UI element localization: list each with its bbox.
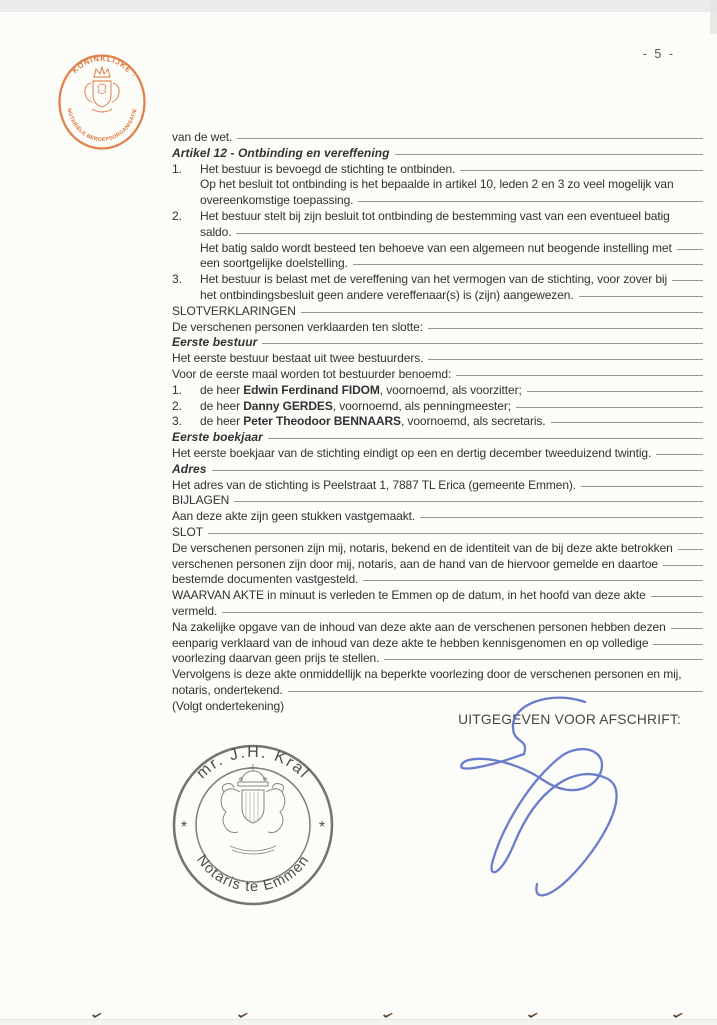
ruled-filler: [581, 478, 703, 487]
document-line: saldo.: [172, 225, 703, 241]
ruled-filler: [678, 541, 703, 550]
document-line: Het eerste boekjaar van de stichting eindigt op een en dertig december tweeduizend twintig.: [172, 446, 703, 462]
line-number: 2.: [172, 208, 182, 223]
ruled-filler: [420, 509, 703, 518]
document-line: voorlezing daarvan geen prijs te stellen.: [172, 651, 703, 667]
ruled-filler: [384, 651, 703, 660]
stamp-text-top: mr. J.H. Kral: [193, 743, 314, 783]
ruled-filler: [456, 367, 703, 376]
document-line: De verschenen personen zijn mij, notaris, bekend en de identiteit van de bij deze akte betrokken: [172, 541, 703, 557]
document-line: van de wet.: [172, 130, 703, 146]
document-line: WAARVAN AKTE in minuut is verleden te Emmen op de datum, in het hoofd van deze akte: [172, 588, 703, 604]
scan-shadow: [710, 0, 717, 34]
document-line: 2. de heer Danny GERDES, voornoemd, als penningmeester;: [172, 399, 703, 415]
document-line: Voor de eerste maal worden tot bestuurder benoemd:: [172, 367, 703, 383]
document-line: De verschenen personen verklaarden ten slotte:: [172, 320, 703, 336]
document-line: Na zakelijke opgave van de inhoud van deze akte aan de verschenen personen hebben dezen: [172, 620, 703, 636]
ruled-filler: [579, 288, 703, 297]
issuance-caption: UITGEGEVEN VOOR AFSCHRIFT:: [458, 712, 681, 727]
document-line: 2. Het bestuur stelt bij zijn besluit tot ontbinding de bestemming vast van een eventueel batig: [172, 208, 670, 223]
ruled-filler: [516, 399, 703, 408]
document-line: 1. de heer Edwin Ferdinand FIDOM, voornoemd, als voorzitter;: [172, 383, 703, 399]
document-line: Het eerste bestuur bestaat uit twee bestuurders.: [172, 351, 703, 367]
ruled-filler: [208, 525, 703, 534]
ruled-filler: [671, 620, 703, 629]
document-line: 3. Het bestuur is belast met de vereffening van het vermogen van de stichting, voor zover bij: [172, 272, 703, 288]
stamp-crest: [221, 764, 285, 854]
scan-mark: [673, 1013, 683, 1018]
ruled-filler: [363, 572, 703, 581]
scan-mark: [238, 1013, 248, 1018]
document-line: Eerste bestuur: [172, 335, 703, 351]
line-number: 1.: [172, 382, 182, 397]
document-line: BIJLAGEN: [172, 493, 703, 509]
ruled-filler: [262, 335, 703, 344]
document-line: Het batig saldo wordt besteed ten behoeve van een algemeen nut beogende instelling met: [172, 241, 703, 257]
ruled-filler: [663, 557, 703, 566]
ruled-filler: [460, 162, 703, 171]
scanner-edge-band: [0, 0, 717, 12]
ruled-filler: [236, 225, 703, 234]
ruled-filler: [428, 320, 703, 329]
document-line: (Volgt ondertekening): [172, 698, 284, 713]
page-number: - 5 -: [642, 47, 675, 61]
ruled-filler: [672, 272, 703, 281]
ruled-filler: [212, 462, 703, 471]
document-line: Op het besluit tot ontbinding is het bepaalde in artikel 10, leden 2 en 3 zo veel mogelijk van: [200, 177, 674, 192]
ruled-filler: [653, 636, 703, 645]
document-line: notaris, ondertekend.: [172, 683, 703, 699]
stamp-star-left: *: [180, 819, 188, 836]
ruled-filler: [268, 430, 703, 439]
document-line: overeenkomstige toepassing.: [172, 193, 703, 209]
ruled-filler: [428, 351, 703, 360]
document-body: [172, 130, 703, 714]
line-number: 3.: [172, 414, 182, 429]
ruled-filler: [551, 414, 703, 423]
ruled-filler: [353, 256, 703, 265]
ruled-filler: [527, 383, 703, 392]
document-line: vermeld.: [172, 604, 703, 620]
document-line: Eerste boekjaar: [172, 430, 703, 446]
document-line: SLOTVERKLARINGEN: [172, 304, 703, 320]
ruled-filler: [651, 588, 703, 597]
document-line: 1. Het bestuur is bevoegd de stichting te ontbinden.: [172, 162, 703, 178]
ruled-filler: [234, 493, 703, 502]
seal-ring-text-top: · KONINKLIJKE ·: [65, 53, 139, 81]
scan-mark: [528, 1013, 538, 1018]
stamp-star-right: *: [318, 819, 326, 836]
document-line: het ontbindingsbesluit geen andere vereffenaar(s) is (zijn) aangewezen.: [172, 288, 703, 304]
document-line: Artikel 12 - Ontbinding en vereffening: [172, 146, 703, 162]
document-line: Het adres van de stichting is Peelstraat 1, 7887 TL Erica (gemeente Emmen).: [172, 478, 703, 494]
line-number: 3.: [172, 272, 182, 287]
ruled-filler: [237, 130, 703, 139]
ruled-filler: [222, 604, 703, 613]
document-line: Vervolgens is deze akte onmiddellijk na beperkte voorlezing door de verschenen personen en mij,: [172, 667, 682, 682]
document-line: bestemde documenten vastgesteld.: [172, 572, 703, 588]
seal-crest: [85, 67, 119, 112]
document-line: Aan deze akte zijn geen stukken vastgemaakt.: [172, 509, 703, 525]
ruled-filler: [395, 146, 703, 155]
ruled-filler: [677, 241, 703, 250]
stamp-text-bottom: Notaris te Emmen: [193, 852, 313, 896]
document-line: 3. de heer Peter Theodoor BENNAARS, voornoemd, als secretaris.: [172, 414, 703, 430]
notary-stamp: [168, 740, 338, 910]
signature-stroke: [461, 698, 616, 896]
scan-mark: [383, 1013, 393, 1018]
line-number: 2.: [172, 398, 182, 413]
ruled-filler: [301, 304, 703, 313]
signature-ink: [425, 688, 645, 918]
document-line: verschenen personen zijn door mij, notaris, aan de hand van de hiervoor gemelde en daartoe: [172, 557, 703, 573]
ruled-filler: [358, 193, 703, 202]
document-line: eenparig verklaard van de inhoud van deze akte te hebben kennisgenomen en op volledige: [172, 636, 703, 652]
document-line: een soortgelijke doelstelling.: [172, 256, 703, 272]
ruled-filler: [656, 446, 703, 455]
seal-ring-text-bottom: NOTARIËLE BEROEPSORGANISATIE: [65, 107, 139, 144]
line-number: 1.: [172, 161, 182, 176]
knb-seal: [56, 52, 148, 152]
document-line: SLOT: [172, 525, 703, 541]
scanner-edge-band-bottom: [0, 1019, 717, 1025]
scan-mark: [92, 1013, 102, 1018]
document-line: Adres: [172, 462, 703, 478]
